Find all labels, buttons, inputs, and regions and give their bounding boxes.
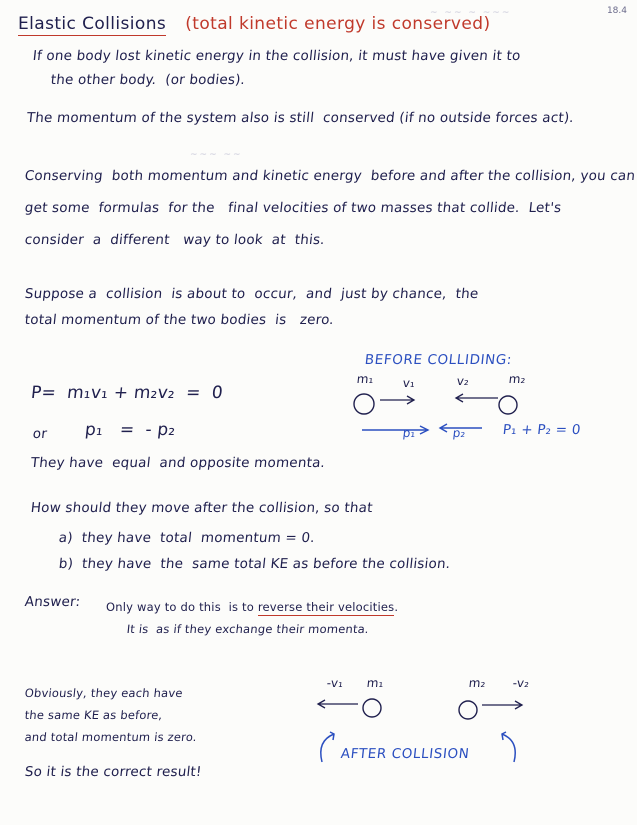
before-collision-sketch — [340, 372, 610, 452]
page-title — [18, 14, 490, 34]
paragraph-3-line-2: get some formulas for the final velocities of two masses that collide. Let's — [24, 200, 563, 216]
before-velocity-left-label: v₁ — [402, 376, 416, 390]
bleed-through-mark-2: ~~~ ~~ — [190, 150, 243, 160]
paragraph-3-line-3: consider a different way to look at this. — [24, 232, 326, 248]
paragraph-3-line-1: Conserving both momentum and kinetic energy before and after the collision, you can — [24, 168, 637, 184]
after-mass-right-label: m₂ — [468, 676, 487, 690]
page-title-paren: (total kinetic energy is conserved) — [185, 14, 491, 34]
after-velocity-right-label: -v₂ — [512, 676, 531, 690]
paragraph-7-line-4: So it is the correct result! — [24, 764, 203, 780]
paragraph-5-line-1: They have equal and opposite momenta. — [30, 455, 326, 471]
paragraph-7-line-1: Obviously, they each have — [24, 686, 184, 700]
paragraph-4-line-1: Suppose a collision is about to occur, and just by chance, the — [24, 286, 480, 302]
paragraph-6-line-1: How should they move after the collision, so that — [30, 500, 374, 516]
answer-line-1-plain: Only way to do this is to — [106, 600, 258, 614]
before-collision-diagram — [340, 372, 610, 452]
page-title-text: Elastic Collisions — [18, 14, 167, 34]
paragraph-1-line-2: the other body. (or bodies). — [50, 72, 246, 88]
answer-line-2: It is as if they exchange their momenta. — [126, 622, 370, 636]
answer-line-1 — [106, 596, 398, 615]
bleed-through-mark: ~ ~~ ~ ~~~ — [430, 8, 512, 18]
before-momentum-right-label: p₂ — [452, 426, 467, 440]
paragraph-6-line-b: b) they have the same total KE as before the collision. — [58, 556, 452, 572]
before-velocity-right-label: v₂ — [456, 374, 470, 388]
paragraph-2-line-1: The momentum of the system also is still conserved (if no outside forces act). — [26, 110, 575, 126]
page-number: 18.4 — [606, 6, 627, 16]
equation-p1-eq-minus-p2: p₁ = - p₂ — [84, 420, 177, 440]
paragraph-7-line-3: and total momentum is zero. — [24, 730, 198, 744]
before-mass-right-label: m₂ — [508, 372, 527, 386]
vector-sum-zero: P₁ + P₂ = 0 — [502, 422, 582, 438]
after-velocity-left-label: -v₁ — [326, 676, 345, 690]
before-momentum-left-label: p₁ — [402, 426, 417, 440]
equation-momentum-sum: P= m₁v₁ + m₂v₂ = 0 — [30, 383, 224, 403]
paragraph-1-line-1: If one body lost kinetic energy in the collision, it must have given it to — [32, 48, 522, 64]
answer-label: Answer: — [24, 594, 82, 610]
before-mass-left-label: m₁ — [356, 372, 375, 386]
before-collision-caption: BEFORE COLLIDING: — [364, 352, 513, 368]
answer-line-1-underlined: reverse their velocities — [257, 600, 395, 614]
answer-line-1-tail: . — [394, 600, 399, 614]
after-mass-left-label: m₁ — [366, 676, 385, 690]
after-collision-diagram — [300, 676, 600, 766]
paragraph-7-line-2: the same KE as before, — [24, 708, 164, 722]
paragraph-4-line-2: total momentum of the two bodies is zero. — [24, 312, 335, 328]
equation-or-label: or — [32, 426, 48, 442]
after-collision-caption: AFTER COLLISION — [340, 746, 471, 762]
paragraph-6-line-a: a) they have total momentum = 0. — [58, 530, 316, 546]
